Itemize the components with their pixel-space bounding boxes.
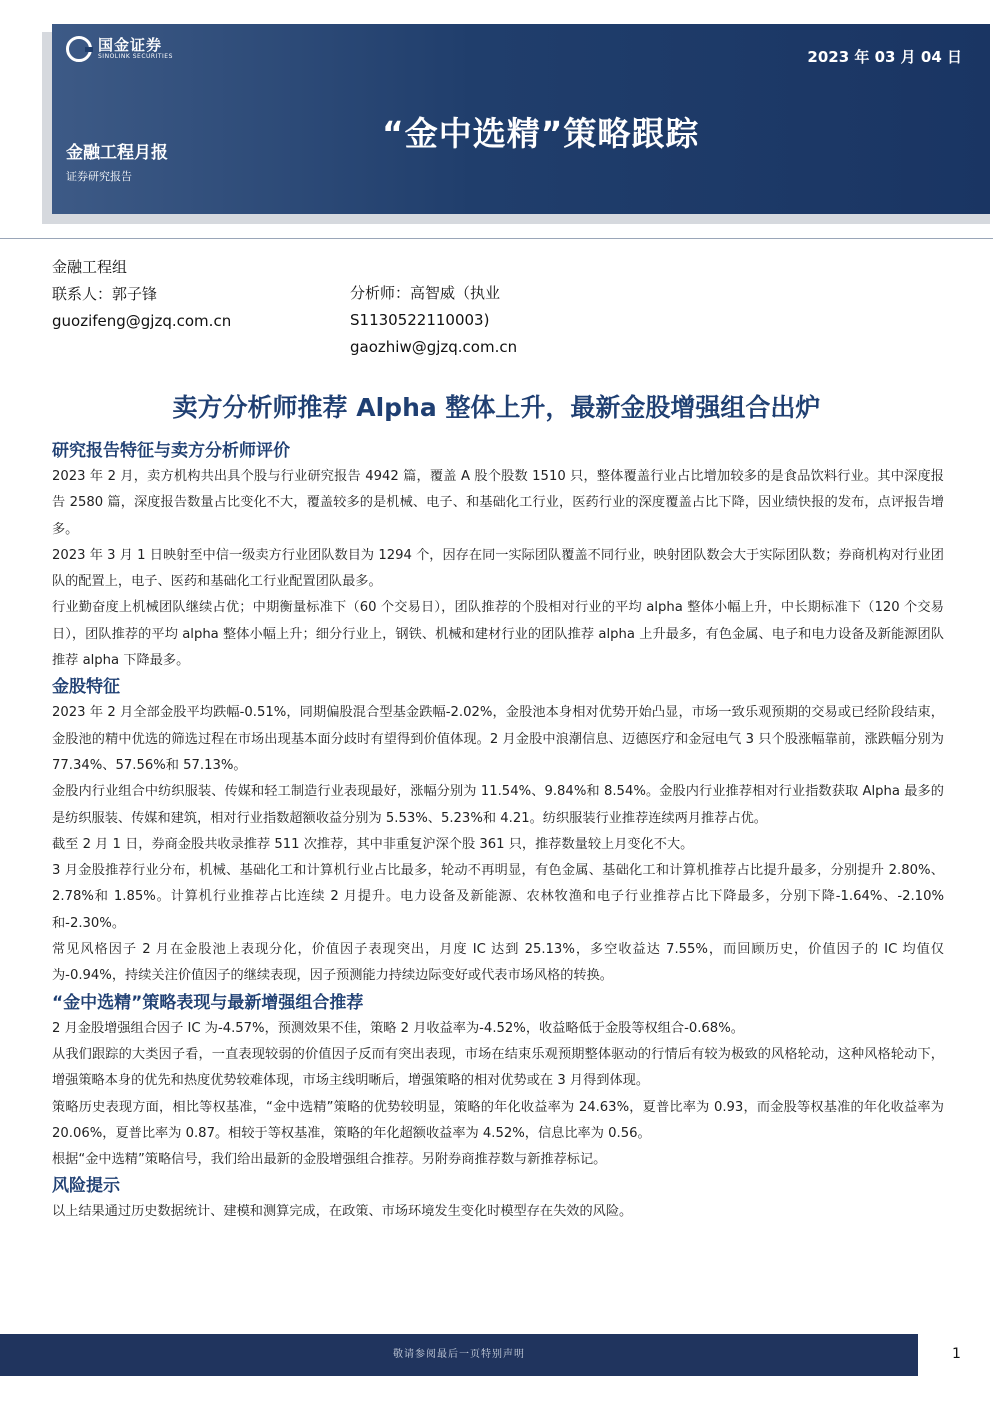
paragraph: 策略历史表现方面，相比等权基准，“金中选精”策略的优势较明显，策略的年化收益率为 24.63%，夏普比率为 0.93，而金股等权基准的年化收益率为 20.06%，夏普比率为 0.87。相较于等权基准，策略的年化超额收益率为 4.52%，信息比率为 0.56。 [52, 1099, 944, 1141]
logo-text-en: SINOLINK SECURITIES [98, 53, 173, 60]
paragraph: 2 月金股增强组合因子 IC 为-4.57%，预测效果不佳，策略 2 月收益率为-4.52%，收益略低于金股等权组合-0.68%。 [52, 1020, 744, 1036]
report-body [52, 438, 944, 1226]
report-title: “金中选精”策略跟踪 [382, 114, 700, 153]
section-title: “金中选精”策略表现与最新增强组合推荐 [52, 992, 364, 1013]
paragraph: 根据“金中选精”策略信号，我们给出最新的金股增强组合推荐。另附券商推荐数与新推荐标记。 [52, 1152, 607, 1168]
paragraph: 3 月金股推荐行业分布，机械、基础化工和计算机行业占比最多，轮动不再明显，有色金属、基础化工和计算机推荐占比提升最多，分别提升 2.80%、2.78%和 1.85%。计算机行业推荐占比连续 2 月提升。电力设备及新能源、农林牧渔和电子行业推荐占比下降最多，分别下降-1.64%、-2.10%和-2.30%。 [52, 863, 944, 931]
team-name: 金融工程组 [52, 258, 128, 276]
logo-text-cn: 国金证券 [98, 36, 163, 54]
section-title: 风险提示 [52, 1176, 120, 1197]
paragraph: 从我们跟踪的大类因子看，一直表现较弱的价值因子反而有突出表现，市场在结束乐观预期整体驱动的行情后有较为极致的风格轮动，这种风格轮动下，增强策略本身的优先和热度优势较难体现，市场主线明晰后，增强策略的相对优势或在 3 月得到体现。 [52, 1046, 944, 1089]
contact-name: 联系人：郭子锋 [52, 285, 158, 303]
analyst-cert: S1130522110003) [350, 311, 490, 329]
contact-email[interactable]: guozifeng@gjzq.com.cn [52, 312, 232, 330]
footer-disclaimer-bar [0, 1334, 918, 1376]
report-header [52, 24, 990, 214]
report-type: 证券研究报告 [66, 170, 132, 183]
paragraph: 2023 年 2 月，卖方机构共出具个股与行业研究报告 4942 篇，覆盖 A 股个股数 1510 只，整体覆盖行业占比增加较多的是食品饮料行业。其中深度报告 2580 篇，深度报告数量占比变化不大，覆盖较多的是机械、电子、和基础化工行业，医药行业的深度覆盖占比下降，因业绩快报的发布，点评报告增多。 [52, 469, 944, 537]
headline: 卖方分析师推荐 Alpha 整体上升，最新金股增强组合出炉 [172, 393, 821, 422]
footer-notice[interactable]: 敬请参阅最后一页特别声明 [393, 1349, 525, 1360]
paragraph: 以上结果通过历史数据统计、建模和测算完成，在政策、市场环境发生变化时模型存在失效的风险。 [52, 1204, 633, 1220]
analyst-email[interactable]: gaozhiw@gjzq.com.cn [350, 338, 518, 356]
section-title: 研究报告特征与卖方分析师评价 [52, 441, 290, 461]
company-logo [66, 36, 173, 62]
report-series: 金融工程月报 [66, 143, 168, 163]
paragraph: 2023 年 3 月 1 日映射至中信一级卖方行业团队数目为 1294 个，因存在同一实际团队覆盖不同行业，映射团队数会大于实际团队数；券商机构对行业团队的配置上，电子、医药和基础化工行业配置团队最多。 [52, 547, 944, 590]
page-number: 1 [952, 1346, 961, 1362]
paragraph: 截至 2 月 1 日，券商金股共收录推荐 511 次推荐，其中非重复沪深个股 361 只，推荐数量较上月变化不大。 [52, 836, 694, 852]
contact-block [52, 254, 231, 335]
report-date: 2023 年 03 月 04 日 [807, 48, 962, 66]
header-divider [0, 238, 993, 239]
analyst-block [350, 280, 517, 361]
analyst-name: 分析师：高智威（执业 [350, 284, 501, 302]
paragraph: 2023 年 2 月全部金股平均跌幅-0.51%，同期偏股混合型基金跌幅-2.02%，金股池本身相对优势开始凸显，市场一致乐观预期的交易或已经阶段结束，金股池的精中优选的筛选过程在市场出现基本面分歧时有望得到价值体现。2 月金股中浪潮信息、迈德医疗和金冠电气 3 只个股涨幅靠前，涨跌幅分别为 77.34%、57.56%和 57.13%。 [52, 705, 944, 773]
logo-mark-icon [66, 36, 92, 62]
paragraph: 金股内行业组合中纺织服装、传媒和轻工制造行业表现最好，涨幅分别为 11.54%、9.84%和 8.54%。金股内行业推荐相对行业指数获取 Alpha 最多的是纺织服装、传媒和建筑，相对行业指数超额收益分别为 5.53%、5.23%和 4.21。纺织服装行业推荐连续两月推荐占优。 [52, 784, 944, 826]
section-title: 金股特征 [52, 677, 120, 698]
paragraph: 行业勤奋度上机械团队继续占优；中期衡量标准下（60 个交易日），团队推荐的个股相对行业的平均 alpha 整体小幅上升，中长期标准下（120 个交易日），团队推荐的平均 alpha 整体小幅上升；细分行业上，钢铁、机械和建材行业的团队推荐 alpha 上升最多，有色金属、电子和电力设备及新能源团队推荐 alpha 下降最多。 [52, 600, 944, 669]
paragraph: 常见风格因子 2 月在金股池上表现分化，价值因子表现突出，月度 IC 达到 25.13%，多空收益达 7.55%，而回顾历史，价值因子的 IC 均值仅为-0.94%，持续关注价值因子的继续表现，因子预测能力持续边际变好或代表市场风格的转换。 [52, 942, 944, 984]
